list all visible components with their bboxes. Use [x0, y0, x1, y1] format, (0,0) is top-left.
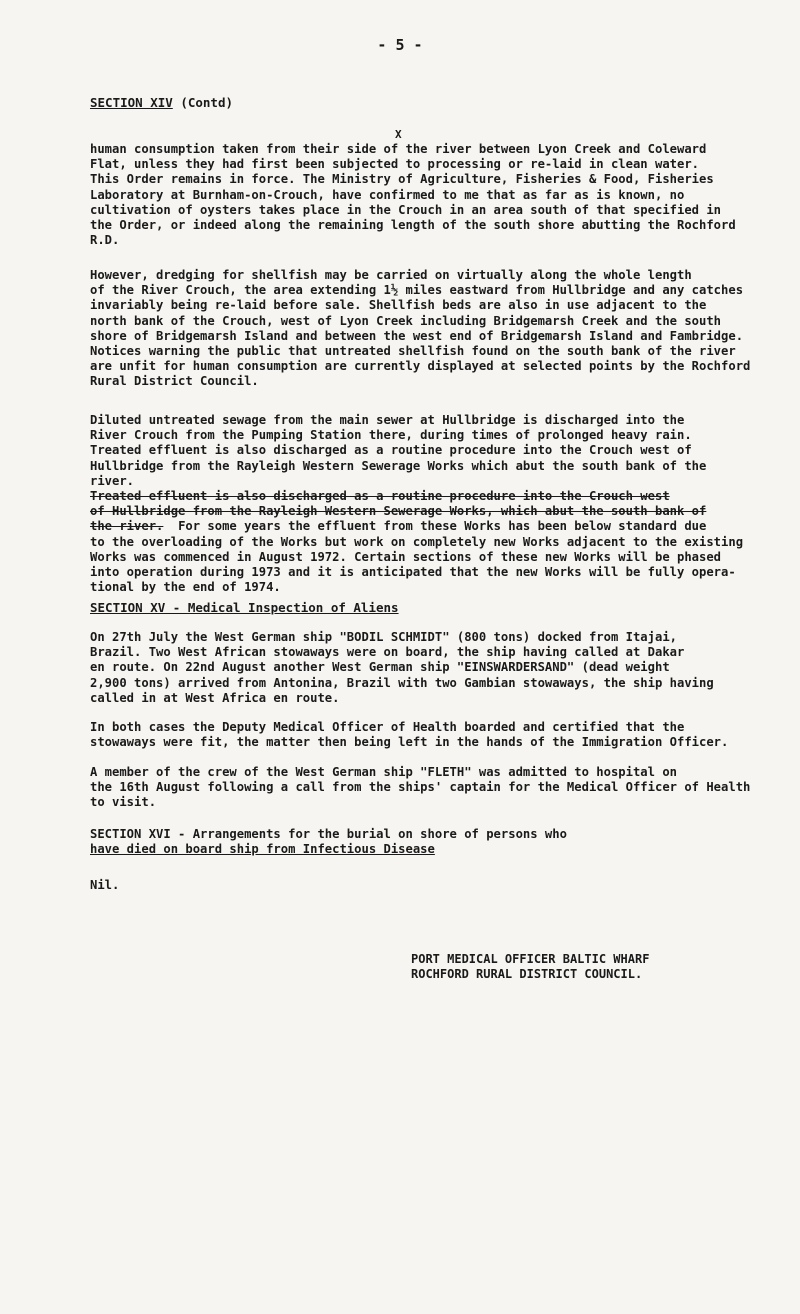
text-line: stowaways were fit, the matter then being left in the hands of the Immigration Officer.	[90, 735, 729, 750]
text-line: the Order, or indeed along the remaining length of the south shore abutting the Rochford	[90, 218, 736, 233]
text-line: A member of the crew of the West German ship "FLETH" was admitted to hospital on	[90, 765, 677, 779]
text-line: Brazil. Two West African stowaways were on board, the ship having called at Dakar	[90, 645, 685, 660]
text-line: of the River Crouch, the area extending 1½ miles eastward from Hullbridge and any catches	[90, 283, 744, 298]
text-line: This Order remains in force. The Ministry of Agriculture, Fisheries & Food, Fisheries	[90, 172, 714, 187]
signoff-line-2: ROCHFORD RURAL DISTRICT COUNCIL.	[411, 967, 643, 981]
text-line: cultivation of oysters takes place in the Crouch in an area south of that specified in	[90, 202, 722, 217]
text-line	[90, 519, 786, 534]
text-line: human consumption taken from their side of the river between Lyon Creek and Coleward	[90, 142, 707, 156]
section-xiv-contd: (Contd)	[180, 95, 234, 110]
text-line: Hullbridge from the Rayleigh Western Sewerage Works which abut the south bank of the	[90, 458, 707, 473]
text-line: called in at West Africa en route.	[90, 690, 340, 705]
text-line: tional by the end of 1974.	[90, 580, 281, 595]
section-xvi-title-line-2: have died on board ship from Infectious Disease	[90, 842, 435, 857]
section-xiv-paragraph-2	[90, 268, 786, 390]
margin-mark: X	[395, 128, 402, 141]
text-line: Treated effluent is also discharged as a routine procedure into the Crouch west of	[90, 443, 692, 458]
page-number: - 5 -	[377, 36, 423, 54]
text-line: Laboratory at Burnham-on-Crouch, have confirmed to me that as far as is known, no	[90, 187, 685, 202]
section-xiv-paragraph-3	[90, 413, 786, 595]
struck-line: of Hullbridge from the Rayleigh Western Sewerage Works, which abut the south bank of	[90, 504, 707, 519]
text-fragment: For some years the effluent from these Works has been below standard due	[178, 519, 707, 534]
text-line: Notices warning the public that untreated shellfish found on the south bank of the river	[90, 344, 736, 359]
text-line: en route. On 22nd August another West German ship "EINSWARDERSAND" (dead weight	[90, 660, 670, 675]
section-xiv-paragraph-1	[90, 142, 786, 248]
text-line: On 27th July the West German ship "BODIL SCHMIDT" (800 tons) docked from Itajai,	[90, 630, 677, 644]
signoff-block	[411, 952, 649, 982]
section-xv-paragraph-1	[90, 630, 786, 706]
section-xiv-title: SECTION XIV	[90, 95, 173, 110]
text-line: R.D.	[90, 233, 120, 248]
section-xvi-body: Nil.	[90, 878, 120, 892]
text-line: 2,900 tons) arrived from Antonina, Brazil with two Gambian stowaways, the ship having	[90, 675, 714, 690]
section-xiv-heading	[90, 95, 233, 110]
section-xvi-title-line-1: SECTION XVI - Arrangements for the burial on shore of persons who	[90, 827, 567, 841]
text-line: shore of Bridgemarsh Island and between the west end of Bridgemarsh Island and Fambridge.	[90, 328, 744, 343]
text-line: river.	[90, 473, 135, 488]
section-xv-title: SECTION XV - Medical Inspection of Aliens	[90, 600, 399, 615]
text-line: to visit.	[90, 795, 157, 810]
text-line: north bank of the Crouch, west of Lyon Creek including Bridgemarsh Creek and the south	[90, 313, 722, 328]
text-line: In both cases the Deputy Medical Officer of Health boarded and certified that the	[90, 720, 685, 734]
section-xvi-heading	[90, 827, 786, 857]
text-line: River Crouch from the Pumping Station there, during times of prolonged heavy rain.	[90, 428, 692, 443]
text-line: invariably being re-laid before sale. Shellfish beds are also in use adjacent to the	[90, 298, 707, 313]
text-line: Rural District Council.	[90, 374, 259, 389]
struck-text: the river.	[90, 519, 164, 534]
text-line: Diluted untreated sewage from the main sewer at Hullbridge is discharged into the	[90, 413, 685, 427]
signoff-line-1: PORT MEDICAL OFFICER BALTIC WHARF	[411, 952, 650, 966]
text-line: into operation during 1973 and it is anticipated that the new Works will be fully opera-	[90, 565, 736, 580]
text-line: to the overloading of the Works but work on completely new Works adjacent to the existing	[90, 534, 744, 549]
section-xv-paragraph-2	[90, 720, 786, 750]
text-line: Works was commenced in August 1972. Certain sections of these new Works will be phased	[90, 549, 722, 564]
struck-line: Treated effluent is also discharged as a routine procedure into the Crouch west	[90, 489, 670, 504]
section-xv-heading	[90, 600, 399, 615]
section-xv-paragraph-3	[90, 765, 786, 811]
text-line: the 16th August following a call from the ships' captain for the Medical Officer of Health	[90, 780, 751, 795]
text-line: However, dredging for shellfish may be carried on virtually along the whole length	[90, 268, 692, 282]
text-line: Flat, unless they had first been subjected to processing or re-laid in clean water.	[90, 157, 700, 172]
text-line: are unfit for human consumption are currently displayed at selected points by the Rochford	[90, 359, 751, 374]
